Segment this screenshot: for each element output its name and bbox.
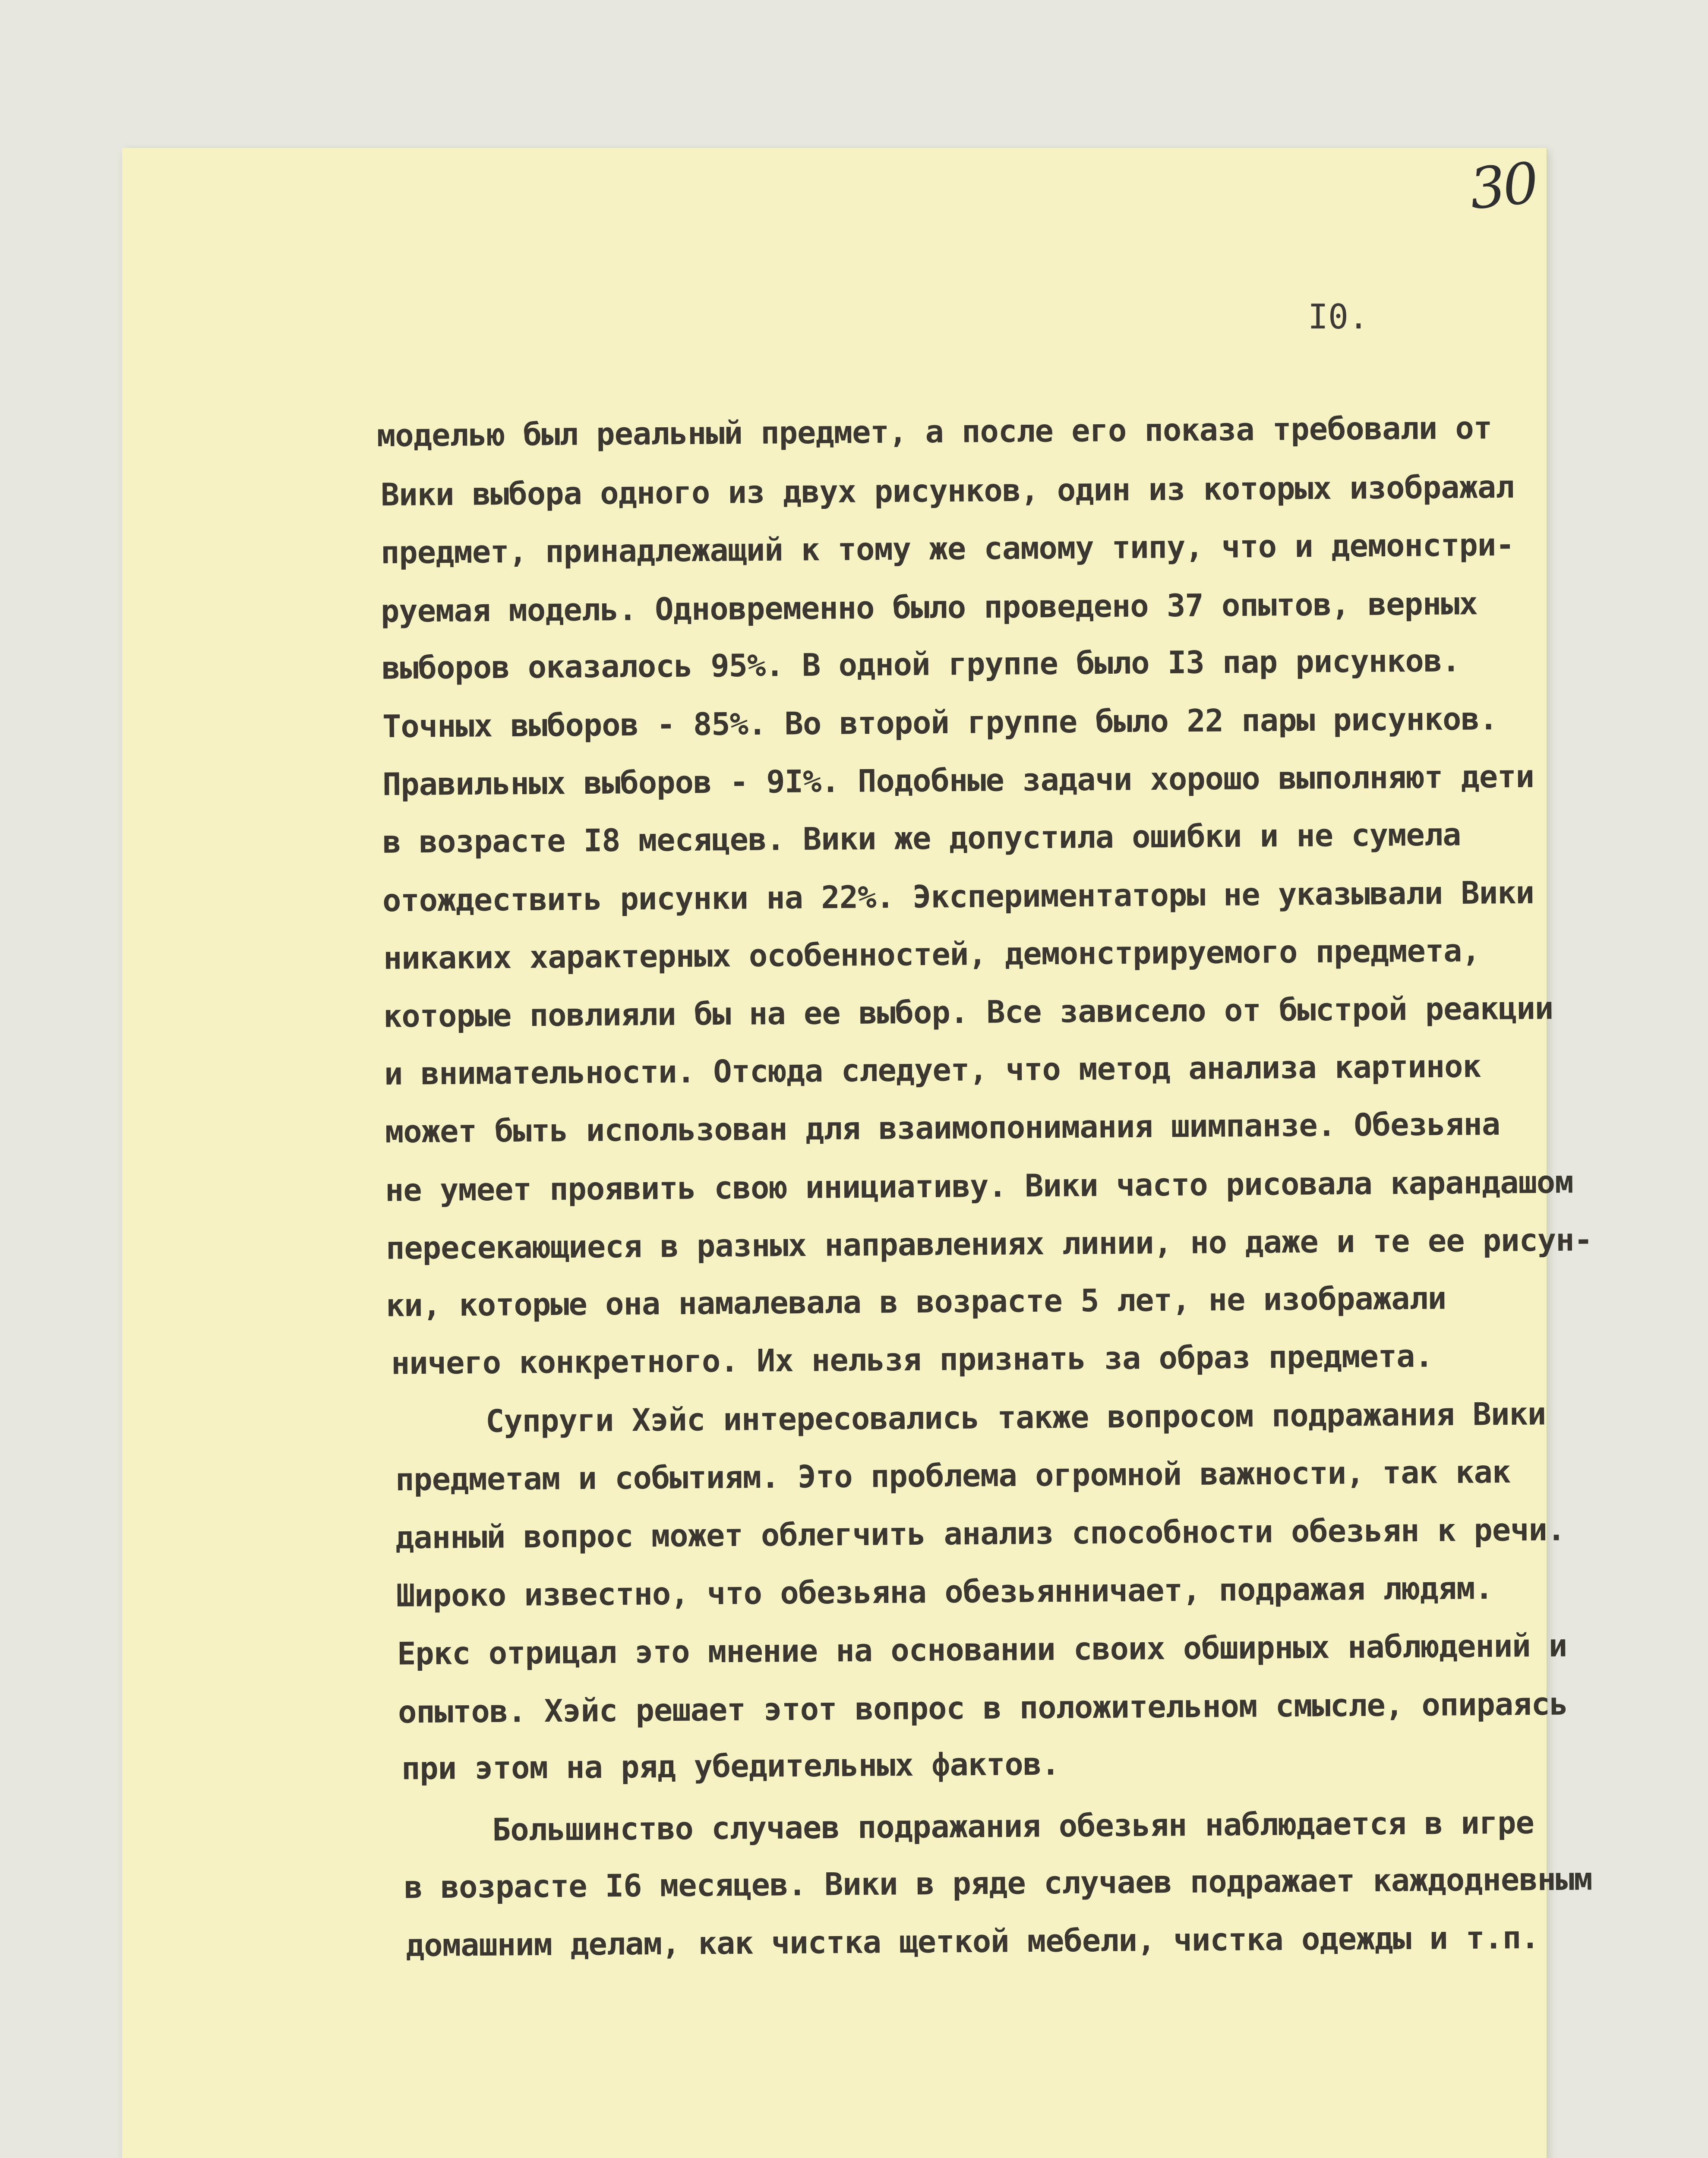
text-line: Еркс отрицал это мнение на основании своих обширных наблюдений и: [397, 1627, 1567, 1672]
text-line: в возрасте I8 месяцев. Вики же допустила ошибки и не сумела: [382, 816, 1461, 860]
text-line: может быть использован для взаимопонимания шимпанзе. Обезьяна: [385, 1105, 1500, 1150]
text-line: Точных выборов - 85%. Во второй группе было 22 пары рисунков.: [382, 700, 1498, 745]
text-line: Широко известно, что обезьяна обезьянничает, подражая людям.: [396, 1570, 1493, 1614]
text-line: при этом на ряд убедительных фактов.: [401, 1745, 1060, 1787]
page-number: I0.: [1308, 298, 1369, 337]
text-line: ки, которые она намалевала в возрасте 5 лет, не изображали: [385, 1280, 1446, 1324]
text-line: ничего конкретного. Их нельзя признать за образ предмета.: [391, 1338, 1433, 1382]
text-line: не умеет проявить свою инициативу. Вики часто рисовала карандашом: [385, 1164, 1573, 1208]
text-line: выборов оказалось 95%. В одной группе было I3 пар рисунков.: [381, 642, 1460, 686]
text-line: в возрасте I6 месяцев. Вики в ряде случаев подражает каждодневным: [404, 1861, 1592, 1906]
text-line: домашним делам, как чистка щеткой мебели, чистка одежды и т.п.: [405, 1919, 1539, 1964]
text-line: и внимательности. Отсюда следует, что метод анализа картинок: [384, 1048, 1481, 1092]
text-line: Правильных выборов - 9I%. Подобные задачи хорошо выполняют дети: [382, 758, 1534, 803]
text-line: предмет, принадлежащий к тому же самому типу, что и демонстри-: [380, 526, 1514, 571]
text-line: Вики выбора одного из двух рисунков, один из которых изображал: [380, 468, 1514, 513]
text-line: моделью был реальный предмет, а после его показа требовали от: [376, 409, 1492, 454]
text-line: опытов. Хэйс решает этот вопрос в положительном смысле, опираясь: [398, 1685, 1568, 1730]
text-line: Супруги Хэйс интересовались также вопросом подражания Вики: [485, 1395, 1546, 1439]
text-line: отождествить рисунки на 22%. Экспериментаторы не указывали Вики: [382, 874, 1534, 919]
text-line: никаких характерных особенностей, демонстрируемого предмета,: [383, 932, 1481, 976]
text-line: руемая модель. Одновременно было проведено 37 опытов, верных: [380, 585, 1478, 629]
text-line: которые повлияли бы на ее выбор. Все зависело от быстрой реакции: [383, 990, 1553, 1035]
handwritten-folio-number: 30: [1466, 150, 1539, 222]
text-line: пересекающиеся в разных направлениях линии, но даже и те ее рисун-: [385, 1221, 1593, 1266]
text-line: предметам и событиям. Это проблема огромной важности, так как: [395, 1453, 1511, 1498]
text-line: Большинство случаев подражания обезьян наблюдается в игре: [492, 1804, 1534, 1848]
text-line: данный вопрос может облегчить анализ способности обезьян к речи.: [395, 1511, 1566, 1556]
